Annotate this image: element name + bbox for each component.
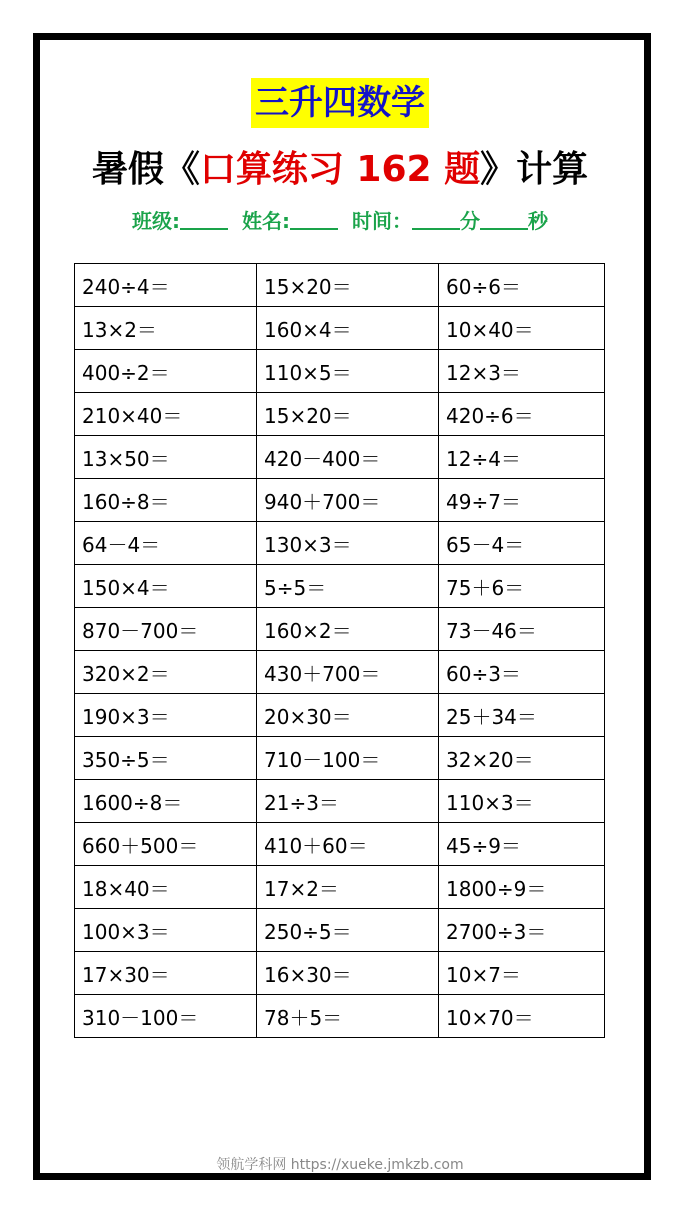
problem-cell: 420÷6＝ — [439, 393, 605, 436]
problem-cell: 2700÷3＝ — [439, 909, 605, 952]
problem-cell: 73－46＝ — [439, 608, 605, 651]
page-title: 三升四数学 — [251, 78, 429, 128]
student-info-line — [0, 206, 680, 236]
table-row — [75, 866, 605, 909]
table-row — [75, 393, 605, 436]
time-label: 时间： — [352, 209, 412, 233]
problem-cell: 5÷5＝ — [257, 565, 439, 608]
footer-watermark: 领航学科网 https://xueke.jmkzb.com — [216, 1157, 464, 1173]
problem-cell: 310－100＝ — [75, 995, 257, 1038]
subtitle-prefix: 暑假《 — [91, 149, 200, 190]
problem-cell: 250÷5＝ — [257, 909, 439, 952]
subtitle — [0, 146, 680, 194]
table-row — [75, 780, 605, 823]
table-row — [75, 737, 605, 780]
table-row — [75, 651, 605, 694]
problem-cell: 420－400＝ — [257, 436, 439, 479]
problem-cell: 17×2＝ — [257, 866, 439, 909]
problem-cell: 13×50＝ — [75, 436, 257, 479]
problem-cell: 21÷3＝ — [257, 780, 439, 823]
table-row — [75, 565, 605, 608]
problem-cell: 13×2＝ — [75, 307, 257, 350]
subtitle-suffix: 》计算 — [480, 149, 589, 190]
problem-cell: 210×40＝ — [75, 393, 257, 436]
problem-cell: 160×4＝ — [257, 307, 439, 350]
problem-cell: 110×3＝ — [439, 780, 605, 823]
problem-cell: 410＋60＝ — [257, 823, 439, 866]
table-row — [75, 522, 605, 565]
problem-table-body — [75, 264, 605, 1038]
problem-cell: 18×40＝ — [75, 866, 257, 909]
problem-cell: 49÷7＝ — [439, 479, 605, 522]
class-label: 班级: — [132, 209, 180, 233]
problem-cell: 320×2＝ — [75, 651, 257, 694]
name-blank[interactable] — [290, 206, 338, 230]
problem-cell: 75＋6＝ — [439, 565, 605, 608]
class-blank[interactable] — [180, 206, 228, 230]
table-row — [75, 436, 605, 479]
table-row — [75, 909, 605, 952]
problem-cell: 400÷2＝ — [75, 350, 257, 393]
subtitle-highlight: 口算练习 162 题 — [199, 149, 481, 190]
table-row — [75, 608, 605, 651]
problem-cell: 16×30＝ — [257, 952, 439, 995]
table-row — [75, 307, 605, 350]
problem-cell: 430＋700＝ — [257, 651, 439, 694]
problem-cell: 1600÷8＝ — [75, 780, 257, 823]
problem-cell: 190×3＝ — [75, 694, 257, 737]
problem-cell: 10×7＝ — [439, 952, 605, 995]
problem-cell: 45÷9＝ — [439, 823, 605, 866]
problem-cell: 710－100＝ — [257, 737, 439, 780]
problem-table — [74, 263, 605, 1038]
problem-cell: 10×70＝ — [439, 995, 605, 1038]
problem-cell: 1800÷9＝ — [439, 866, 605, 909]
problem-cell: 20×30＝ — [257, 694, 439, 737]
problem-cell: 130×3＝ — [257, 522, 439, 565]
minute-label: 分 — [460, 209, 480, 233]
problem-cell: 60÷3＝ — [439, 651, 605, 694]
problem-cell: 100×3＝ — [75, 909, 257, 952]
problem-cell: 65－4＝ — [439, 522, 605, 565]
problem-cell: 25＋34＝ — [439, 694, 605, 737]
table-row — [75, 694, 605, 737]
problem-cell: 78＋5＝ — [257, 995, 439, 1038]
problem-cell: 940＋700＝ — [257, 479, 439, 522]
name-label: 姓名: — [242, 209, 290, 233]
problem-cell: 160×2＝ — [257, 608, 439, 651]
problem-cell: 110×5＝ — [257, 350, 439, 393]
problem-cell: 64－4＝ — [75, 522, 257, 565]
problem-cell: 160÷8＝ — [75, 479, 257, 522]
second-blank[interactable] — [480, 206, 528, 230]
table-row — [75, 995, 605, 1038]
minute-blank[interactable] — [412, 206, 460, 230]
problem-cell: 240÷4＝ — [75, 264, 257, 307]
problem-cell: 10×40＝ — [439, 307, 605, 350]
table-row — [75, 952, 605, 995]
problem-cell: 12÷4＝ — [439, 436, 605, 479]
problem-cell: 12×3＝ — [439, 350, 605, 393]
table-row — [75, 264, 605, 307]
table-row — [75, 350, 605, 393]
problem-cell: 32×20＝ — [439, 737, 605, 780]
problem-cell: 660＋500＝ — [75, 823, 257, 866]
problem-cell: 60÷6＝ — [439, 264, 605, 307]
problem-cell: 15×20＝ — [257, 393, 439, 436]
problem-cell: 150×4＝ — [75, 565, 257, 608]
title-wrap — [0, 78, 680, 128]
problem-cell: 15×20＝ — [257, 264, 439, 307]
table-row — [75, 479, 605, 522]
problem-cell: 350÷5＝ — [75, 737, 257, 780]
table-row — [75, 823, 605, 866]
problem-cell: 17×30＝ — [75, 952, 257, 995]
second-label: 秒 — [528, 209, 548, 233]
problem-cell: 870－700＝ — [75, 608, 257, 651]
